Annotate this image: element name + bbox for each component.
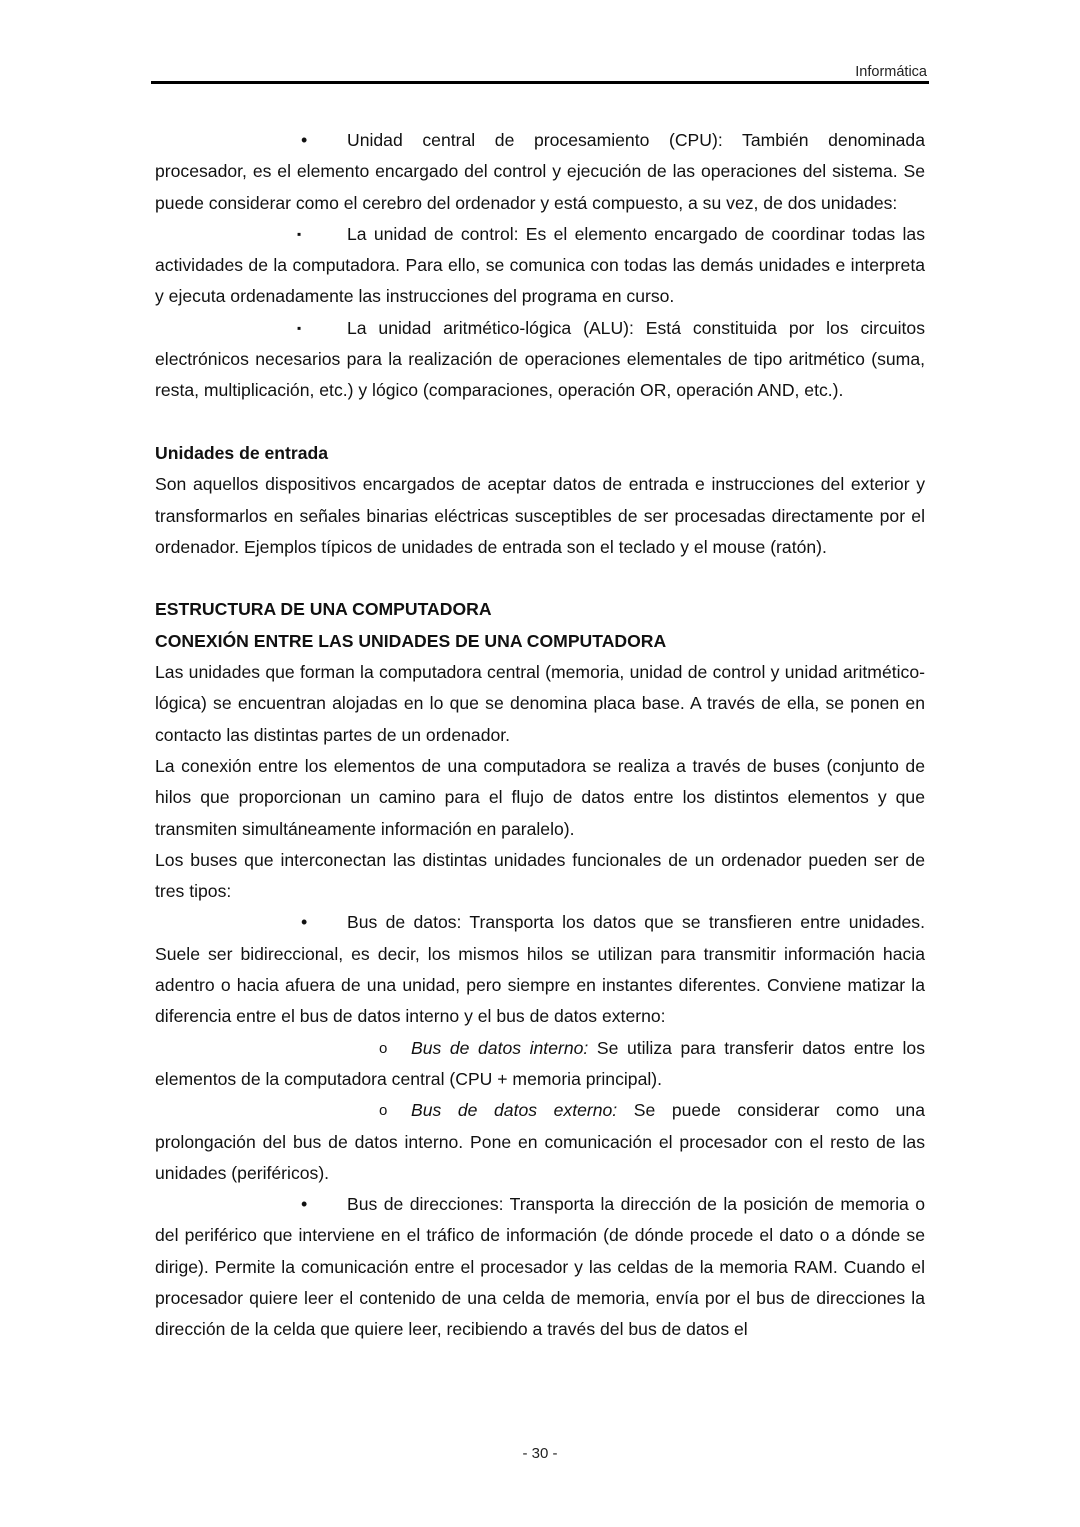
internal-bus-text: Se utiliza para transferir datos entre los elementos de la computadora central (CPU + memoria principal). xyxy=(155,1037,925,1089)
circle-bullet-icon: o xyxy=(379,1039,388,1057)
control-unit-paragraph xyxy=(155,219,925,313)
external-bus-label: Bus de datos externo: xyxy=(411,1100,618,1121)
data-bus-paragraph xyxy=(155,907,925,1032)
alu-paragraph xyxy=(155,313,925,407)
structure-heading: ESTRUCTURA DE UNA COMPUTADORA xyxy=(155,599,492,620)
header-rule xyxy=(151,81,929,84)
control-unit-text: La unidad de control: Es el elemento encargado de coordinar todas las actividades de la computadora. Para ello, se comunica con todas las demás unidades e interpreta y ejecuta ordenadamente las instrucciones del programa en curso. xyxy=(155,223,925,307)
spacer xyxy=(155,563,925,594)
alu-text: La unidad aritmético-lógica (ALU): Está constituida por los circuitos electrónicos necesarios para la realización de operaciones elementales de tipo aritmético (suma, resta, multiplicación, etc.) y lógico (comparaciones, operación OR, operación AND, etc.). xyxy=(155,317,925,401)
square-bullet-icon: ▪ xyxy=(297,226,302,241)
circle-bullet-icon: o xyxy=(379,1102,388,1120)
address-bus-text: Bus de direcciones: Transporta la dirección de la posición de memoria o del periférico que interviene en el tráfico de información (de dónde procede el dato o a dónde se dirige). Permite la comunicación entre el procesador y las celdas de la memoria RAM. Cuando el procesador quiere leer el contenido de una celda de memoria, envía por el bus de direcciones la dirección de la celda que quiere leer, recibiendo a través del bus de datos el xyxy=(155,1194,925,1340)
input-units-heading: Unidades de entrada xyxy=(155,442,329,463)
data-bus-text: Bus de datos: Transporta los datos que se transfieren entre unidades. Suele ser bidireccional, es decir, los mismos hilos se utilizan para transmitir información hacia adentro o hacia afuera de una unidad, pero siempre en instantes diferentes. Conviene matizar la diferencia entre el bus de datos interno y el bus de datos externo: xyxy=(155,912,925,1027)
structure-paragraph-2: La conexión entre los elementos de una computadora se realiza a través de buses (conjunto de hilos que proporcionan un camino para el flujo de datos entre los distintos elementos y que transmiten simultáneamente información en paralelo). xyxy=(155,755,925,839)
internal-bus-label: Bus de datos interno: xyxy=(411,1037,589,1058)
bullet-icon: • xyxy=(301,1194,308,1215)
square-bullet-icon: ▪ xyxy=(297,320,302,335)
structure-paragraph-1: Las unidades que forman la computadora central (memoria, unidad de control y unidad aritmético-lógica) se encuentran alojadas en lo que se denomina placa base. A través de ella, se ponen en contacto las distintas partes de un ordenador. xyxy=(155,662,925,745)
external-bus-paragraph xyxy=(155,1095,925,1189)
address-bus-paragraph xyxy=(155,1189,925,1345)
page-number: - 30 - xyxy=(522,1445,558,1462)
input-units-paragraph: Son aquellos dispositivos encargados de aceptar datos de entrada e instrucciones del exterior y transformarlos en señales binarias eléctricas susceptibles de ser procesadas directamente por el ordenador. Ejemplos típicos de unidades de entrada son el teclado y el mouse (ratón). xyxy=(155,474,925,557)
structure-paragraph-3: Los buses que interconectan las distintas unidades funcionales de un ordenador pueden ser de tres tipos: xyxy=(155,849,925,902)
spacer xyxy=(155,407,925,438)
bullet-icon: • xyxy=(301,912,308,933)
cpu-paragraph xyxy=(155,125,925,219)
running-header: Informática xyxy=(855,64,927,80)
external-bus-text: Se puede considerar como una prolongación del bus de datos interno. Pone en comunicación el procesador con el resto de las unidades (periféricos). xyxy=(155,1100,925,1183)
page-body xyxy=(155,125,925,1346)
internal-bus-paragraph xyxy=(155,1033,925,1096)
cpu-text: Unidad central de procesamiento (CPU): También denominada procesador, es el elemento encargado del control y ejecución de las operaciones del sistema. Se puede considerar como el cerebro del ordenador y está compuesto, a su vez, de dos unidades: xyxy=(155,130,925,213)
bullet-icon: • xyxy=(301,130,308,150)
connection-heading: CONEXIÓN ENTRE LAS UNIDADES DE UNA COMPUTADORA xyxy=(155,630,667,651)
